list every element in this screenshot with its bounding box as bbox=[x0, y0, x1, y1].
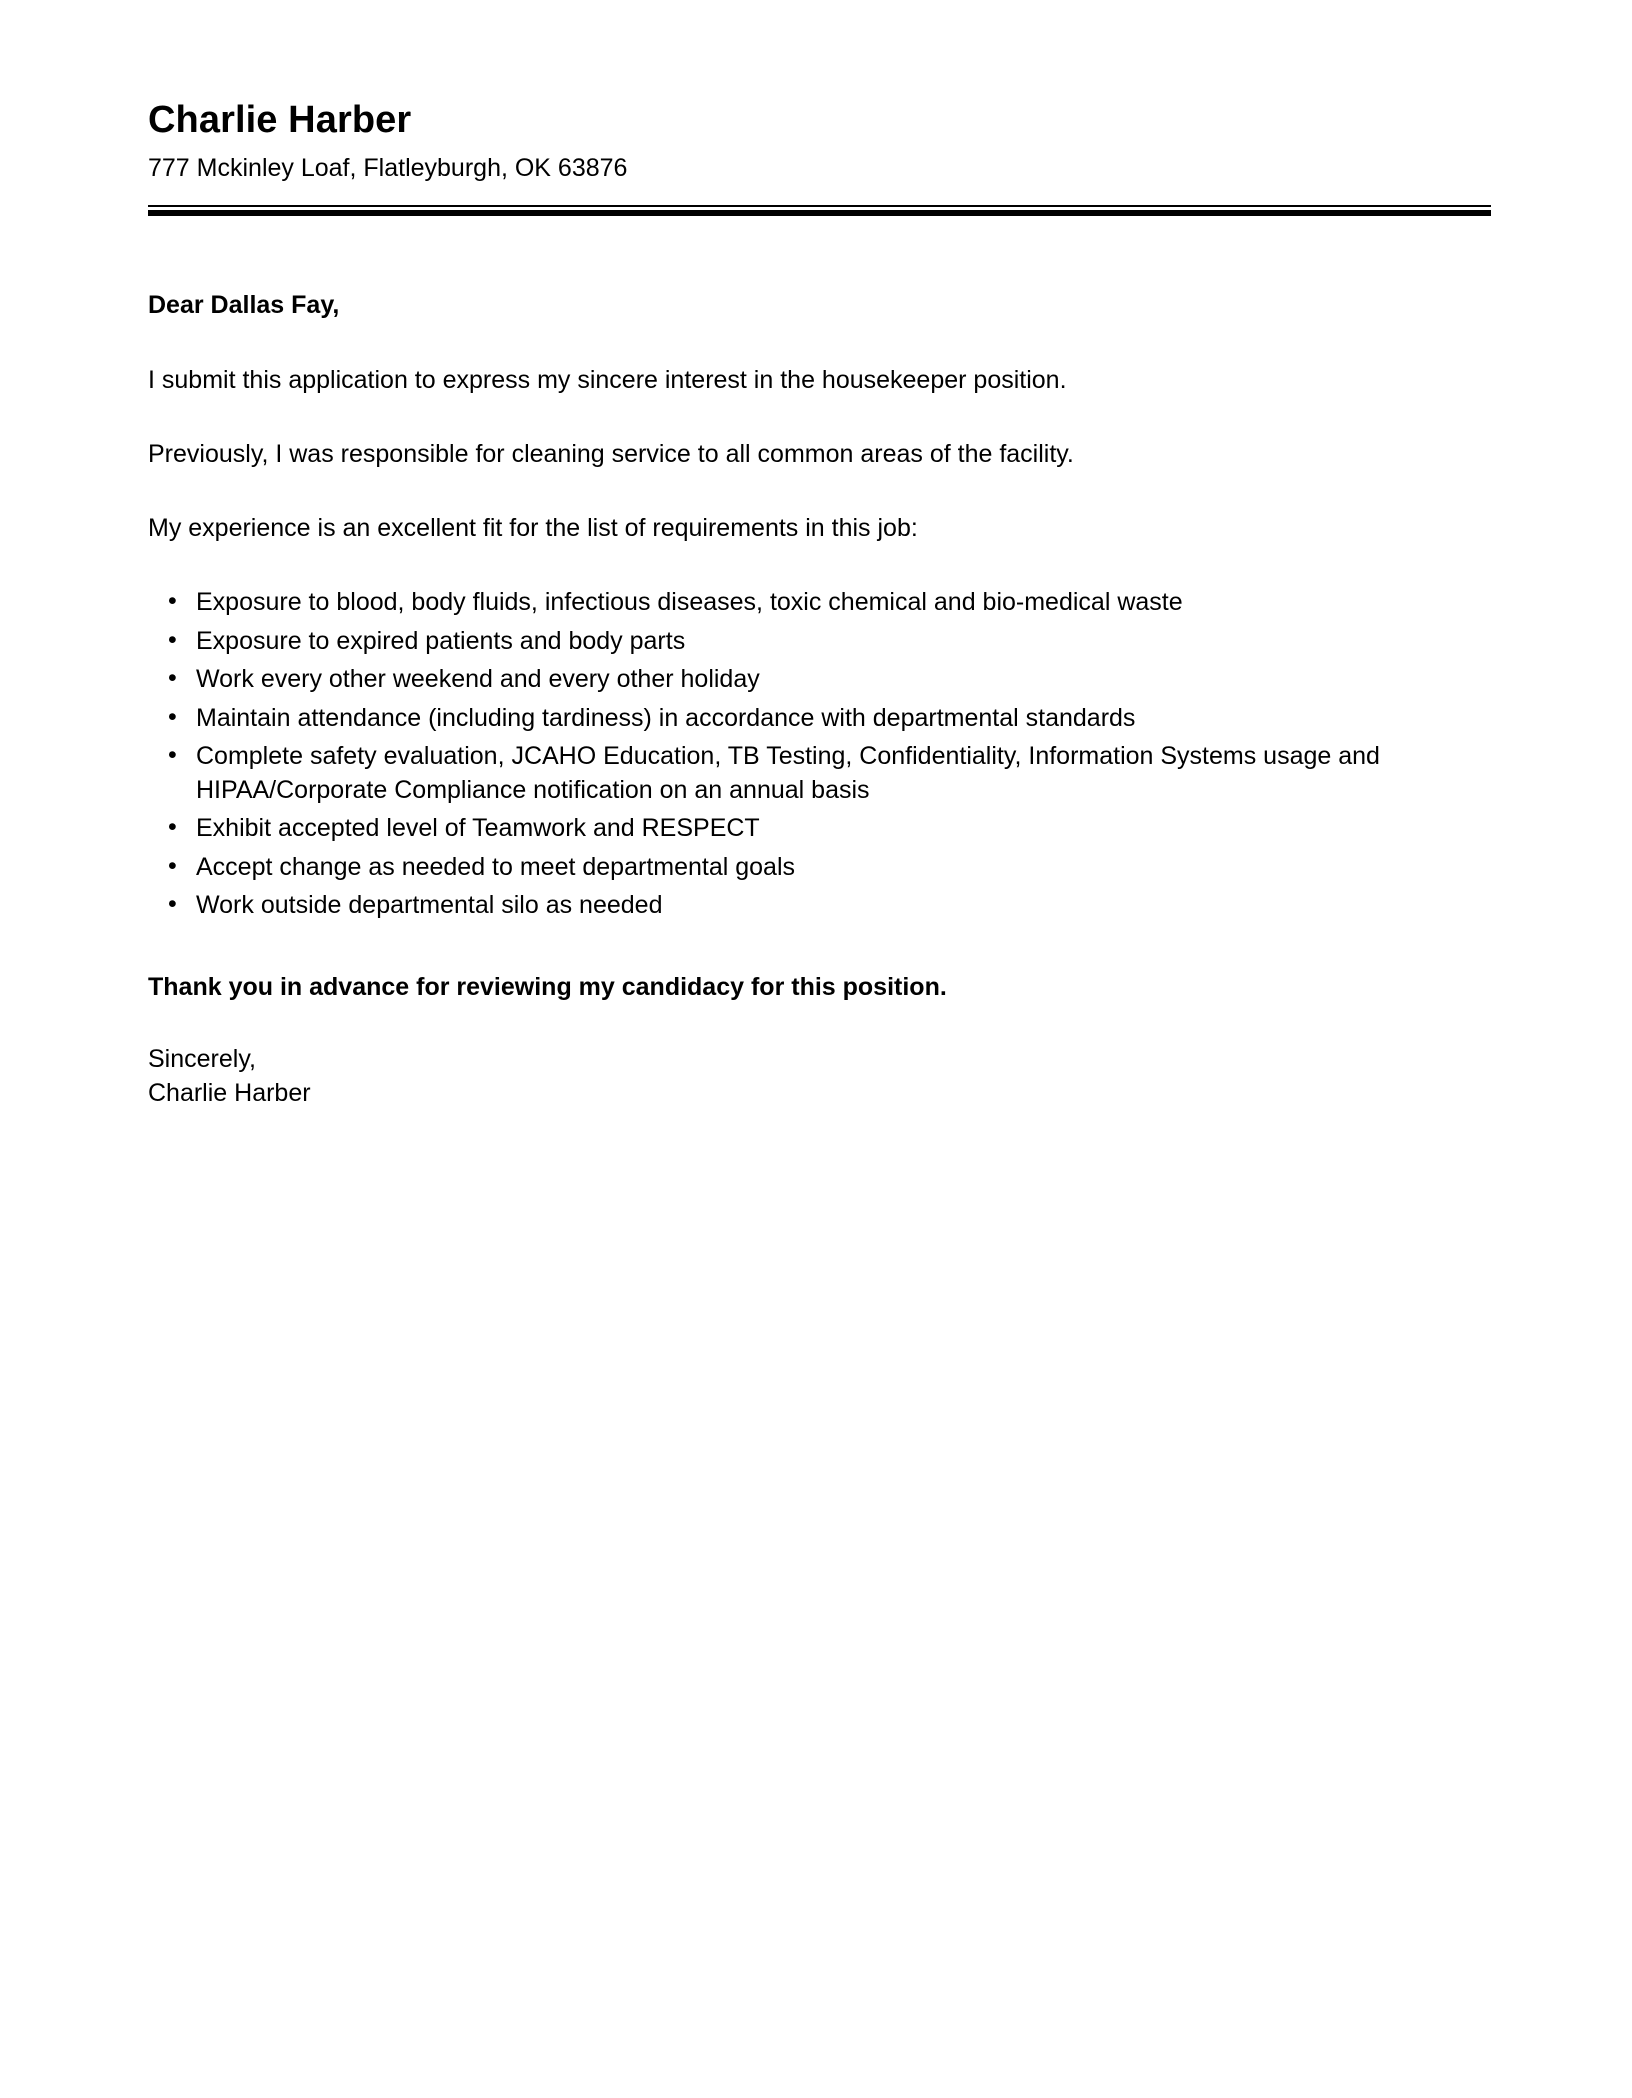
list-item: • Complete safety evaluation, JCAHO Education, TB Testing, Confidentiality, Information Systems usage and HIPAA/Corporate Compliance notification on an annual basis bbox=[148, 740, 1492, 807]
divider-rule-thick bbox=[148, 210, 1491, 216]
salutation: Dear Dallas Fay, bbox=[148, 291, 340, 320]
body-paragraph-1: I submit this application to express my sincere interest in the housekeeper position. bbox=[148, 365, 1067, 394]
header-divider bbox=[148, 205, 1491, 216]
list-item: • Accept change as needed to meet departmental goals bbox=[148, 851, 1492, 885]
signoff-line: Sincerely, bbox=[148, 1045, 256, 1074]
letterhead bbox=[148, 98, 1492, 216]
applicant-address: 777 Mckinley Loaf, Flatleyburgh, OK 63876 bbox=[148, 153, 628, 182]
closing-statement: Thank you in advance for reviewing my candidacy for this position. bbox=[148, 972, 947, 1001]
list-item: • Exposure to blood, body fluids, infectious diseases, toxic chemical and bio-medical waste bbox=[148, 586, 1492, 620]
list-item: • Exposure to expired patients and body parts bbox=[148, 625, 1492, 659]
list-item: • Maintain attendance (including tardiness) in accordance with departmental standards bbox=[148, 702, 1492, 736]
signature-name: Charlie Harber bbox=[148, 1079, 311, 1108]
body-paragraph-3: My experience is an excellent fit for the list of requirements in this job: bbox=[148, 514, 918, 543]
signature-block bbox=[148, 1042, 1492, 1111]
body-paragraph-2: Previously, I was responsible for cleaning service to all common areas of the facility. bbox=[148, 439, 1074, 468]
letter-container bbox=[148, 98, 1492, 1111]
list-item: • Exhibit accepted level of Teamwork and RESPECT bbox=[148, 812, 1492, 846]
page-title: Charlie Harber bbox=[148, 99, 412, 141]
list-item: • Work every other weekend and every other holiday bbox=[148, 663, 1492, 697]
list-item: • Work outside departmental silo as needed bbox=[148, 889, 1492, 923]
requirements-list bbox=[148, 586, 1492, 923]
letter-body bbox=[148, 289, 1492, 1111]
